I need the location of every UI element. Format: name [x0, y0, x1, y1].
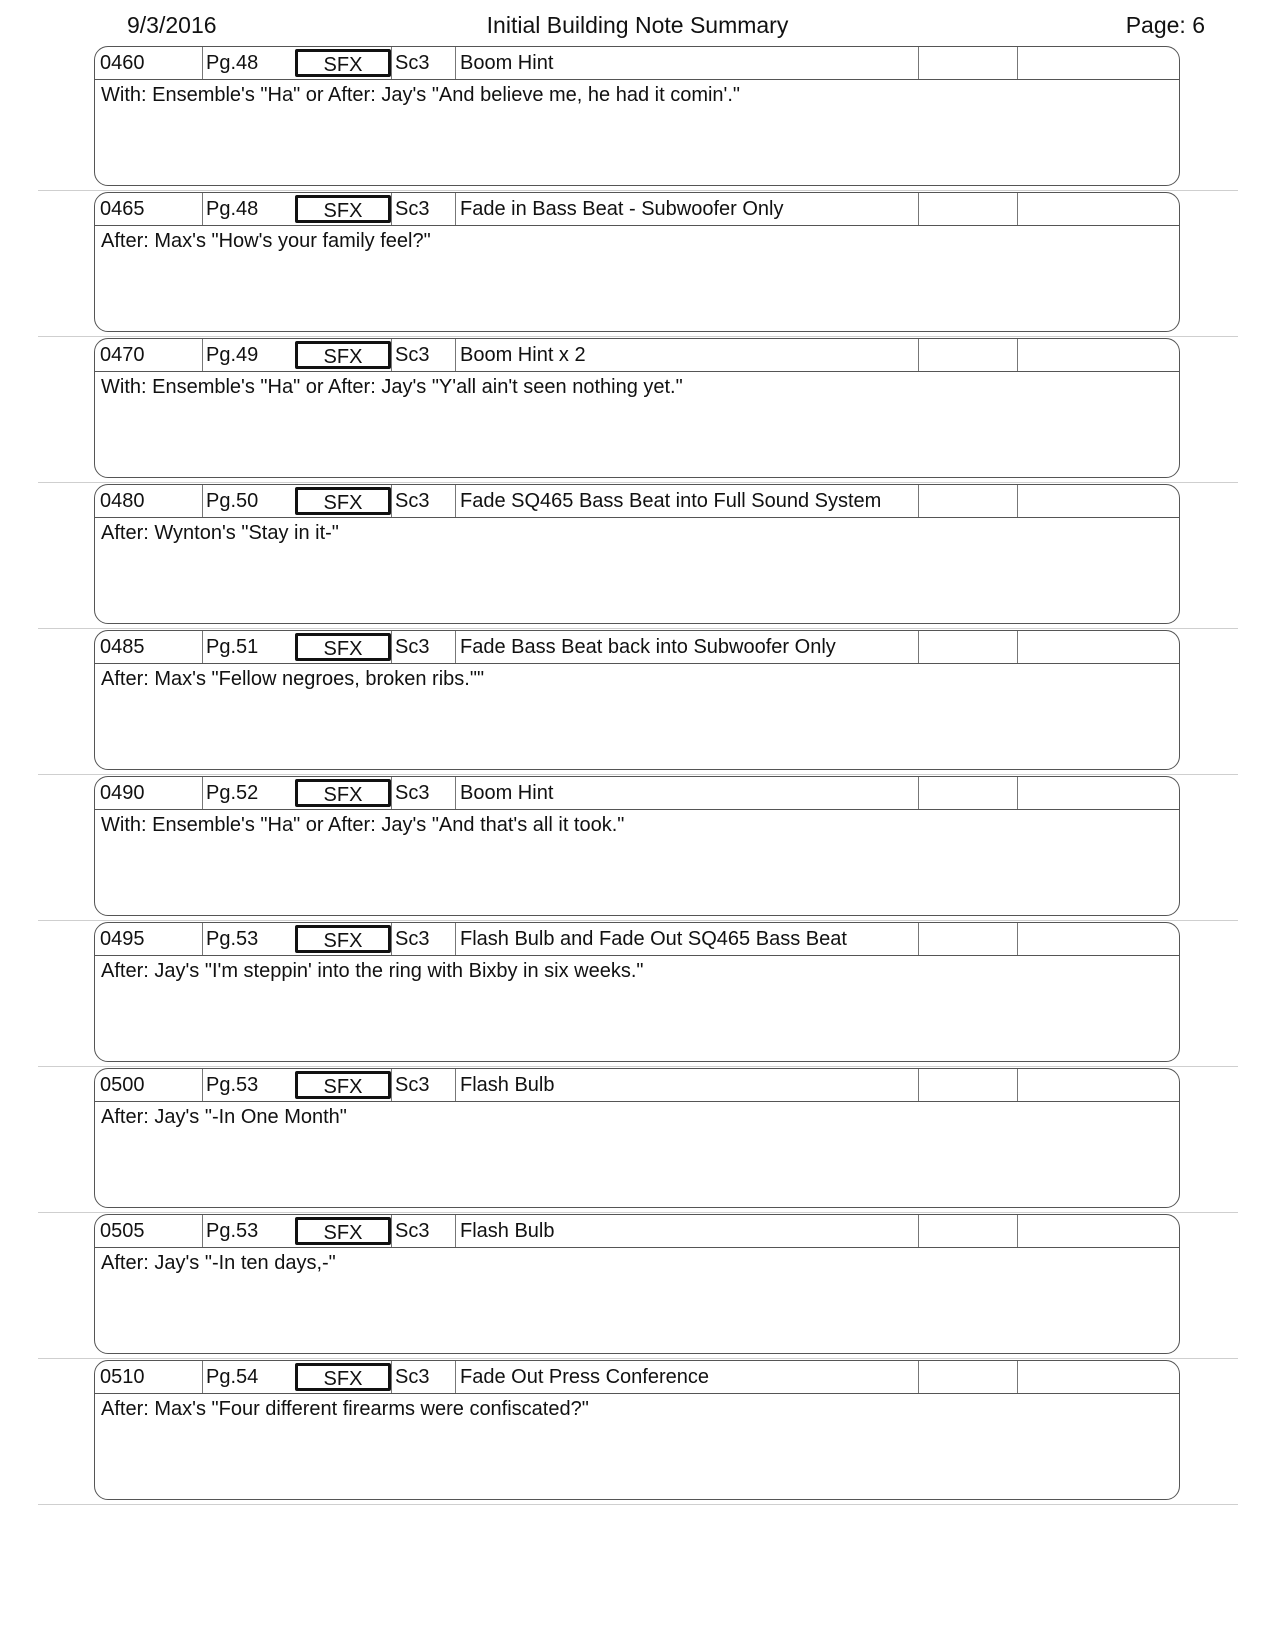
cue-type-badge: SFX	[295, 341, 391, 369]
empty-cell	[1017, 631, 1180, 663]
cue-placement-note: After: Max's "How's your family feel?"	[101, 230, 431, 252]
scene-number: Sc3	[391, 47, 455, 79]
script-page: Pg.54	[202, 1361, 294, 1393]
cue-entry	[38, 338, 1238, 484]
script-page: Pg.48	[202, 193, 294, 225]
script-page: Pg.53	[202, 1069, 294, 1101]
cue-number: 0460	[100, 52, 145, 74]
empty-cell	[1017, 1069, 1180, 1101]
page-number: Page: 6	[1125, 12, 1205, 38]
cue-list	[38, 46, 1238, 1506]
scene-number: Sc3	[391, 777, 455, 809]
cue-placement-note: With: Ensemble's "Ha" or After: Jay's "Y'all ain't seen nothing yet."	[101, 376, 683, 398]
cue-card	[94, 1068, 1180, 1208]
scene-number: Sc3	[391, 631, 455, 663]
cue-placement-note: After: Jay's "-In ten days,-"	[101, 1252, 336, 1274]
script-page: Pg.53	[202, 923, 294, 955]
script-page: Pg.53	[202, 1215, 294, 1247]
empty-cell	[918, 923, 1017, 955]
cue-card	[94, 484, 1180, 624]
cue-description: Boom Hint	[455, 777, 918, 809]
cue-description: Flash Bulb	[455, 1069, 918, 1101]
empty-cell	[1017, 923, 1180, 955]
cue-number: 0490	[100, 782, 145, 804]
empty-cell	[918, 1069, 1017, 1101]
cue-entry	[38, 1068, 1238, 1214]
cue-type-badge: SFX	[295, 1363, 391, 1391]
report-date: 9/3/2016	[127, 12, 217, 38]
cue-header-row	[95, 193, 1179, 226]
cue-entry	[38, 192, 1238, 338]
cue-number: 0505	[100, 1220, 145, 1242]
empty-cell	[918, 1361, 1017, 1393]
cue-description: Fade Out Press Conference	[455, 1361, 918, 1393]
cue-placement-note: With: Ensemble's "Ha" or After: Jay's "And believe me, he had it comin'."	[101, 84, 741, 106]
script-page: Pg.51	[202, 631, 294, 663]
cue-number: 0480	[100, 490, 145, 512]
empty-cell	[1017, 485, 1180, 517]
cue-type-badge: SFX	[295, 195, 391, 223]
cue-entry	[38, 776, 1238, 922]
cue-entry	[38, 46, 1238, 192]
cue-placement-note: With: Ensemble's "Ha" or After: Jay's "And that's all it took."	[101, 814, 625, 836]
cue-header-row	[95, 485, 1179, 518]
cue-type-badge: SFX	[295, 487, 391, 515]
cue-description: Fade SQ465 Bass Beat into Full Sound System	[455, 485, 918, 517]
scene-number: Sc3	[391, 1215, 455, 1247]
cue-placement-note: After: Jay's "I'm steppin' into the ring with Bixby in six weeks."	[101, 960, 644, 982]
cue-entry	[38, 1360, 1238, 1506]
cue-description: Flash Bulb and Fade Out SQ465 Bass Beat	[455, 923, 918, 955]
empty-cell	[1017, 339, 1180, 371]
script-page: Pg.52	[202, 777, 294, 809]
scene-number: Sc3	[391, 339, 455, 371]
empty-cell	[918, 777, 1017, 809]
cue-type-badge: SFX	[295, 925, 391, 953]
cue-card	[94, 776, 1180, 916]
cue-number: 0500	[100, 1074, 145, 1096]
cue-description: Boom Hint x 2	[455, 339, 918, 371]
scene-number: Sc3	[391, 193, 455, 225]
scene-number: Sc3	[391, 1069, 455, 1101]
empty-cell	[918, 485, 1017, 517]
cue-description: Flash Bulb	[455, 1215, 918, 1247]
empty-cell	[918, 193, 1017, 225]
cue-placement-note: After: Wynton's "Stay in it-"	[101, 522, 339, 544]
page-header	[0, 0, 1275, 46]
cue-type-badge: SFX	[295, 1071, 391, 1099]
cue-entry	[38, 1214, 1238, 1360]
cue-number: 0470	[100, 344, 145, 366]
scene-number: Sc3	[391, 485, 455, 517]
empty-cell	[918, 339, 1017, 371]
cue-description: Fade in Bass Beat - Subwoofer Only	[455, 193, 918, 225]
cue-description: Boom Hint	[455, 47, 918, 79]
cue-number: 0485	[100, 636, 145, 658]
script-page: Pg.48	[202, 47, 294, 79]
cue-card	[94, 922, 1180, 1062]
cue-header-row	[95, 1069, 1179, 1102]
empty-cell	[918, 631, 1017, 663]
empty-cell	[1017, 1361, 1180, 1393]
scene-number: Sc3	[391, 1361, 455, 1393]
empty-cell	[918, 1215, 1017, 1247]
cue-type-badge: SFX	[295, 633, 391, 661]
cue-card	[94, 192, 1180, 332]
cue-header-row	[95, 1215, 1179, 1248]
empty-cell	[1017, 1215, 1180, 1247]
script-page: Pg.50	[202, 485, 294, 517]
cue-card	[94, 46, 1180, 186]
cue-placement-note: After: Max's "Fellow negroes, broken ribs.""	[101, 668, 485, 690]
cue-number: 0510	[100, 1366, 145, 1388]
cue-type-badge: SFX	[295, 49, 391, 77]
cue-type-badge: SFX	[295, 779, 391, 807]
cue-card	[94, 338, 1180, 478]
script-page: Pg.49	[202, 339, 294, 371]
empty-cell	[1017, 777, 1180, 809]
empty-cell	[918, 47, 1017, 79]
cue-header-row	[95, 339, 1179, 372]
cue-header-row	[95, 777, 1179, 810]
cue-placement-note: After: Max's "Four different firearms were confiscated?"	[101, 1398, 589, 1420]
cue-card	[94, 1214, 1180, 1354]
empty-cell	[1017, 47, 1180, 79]
cue-placement-note: After: Jay's "-In One Month"	[101, 1106, 347, 1128]
cue-description: Fade Bass Beat back into Subwoofer Only	[455, 631, 918, 663]
cue-entry	[38, 484, 1238, 630]
cue-entry	[38, 630, 1238, 776]
cue-header-row	[95, 47, 1179, 80]
cue-header-row	[95, 923, 1179, 956]
cue-type-badge: SFX	[295, 1217, 391, 1245]
cue-entry	[38, 922, 1238, 1068]
cue-number: 0465	[100, 198, 145, 220]
cue-header-row	[95, 1361, 1179, 1394]
report-title: Initial Building Note Summary	[486, 12, 789, 38]
cue-header-row	[95, 631, 1179, 664]
scene-number: Sc3	[391, 923, 455, 955]
empty-cell	[1017, 193, 1180, 225]
cue-card	[94, 630, 1180, 770]
cue-card	[94, 1360, 1180, 1500]
cue-number: 0495	[100, 928, 145, 950]
